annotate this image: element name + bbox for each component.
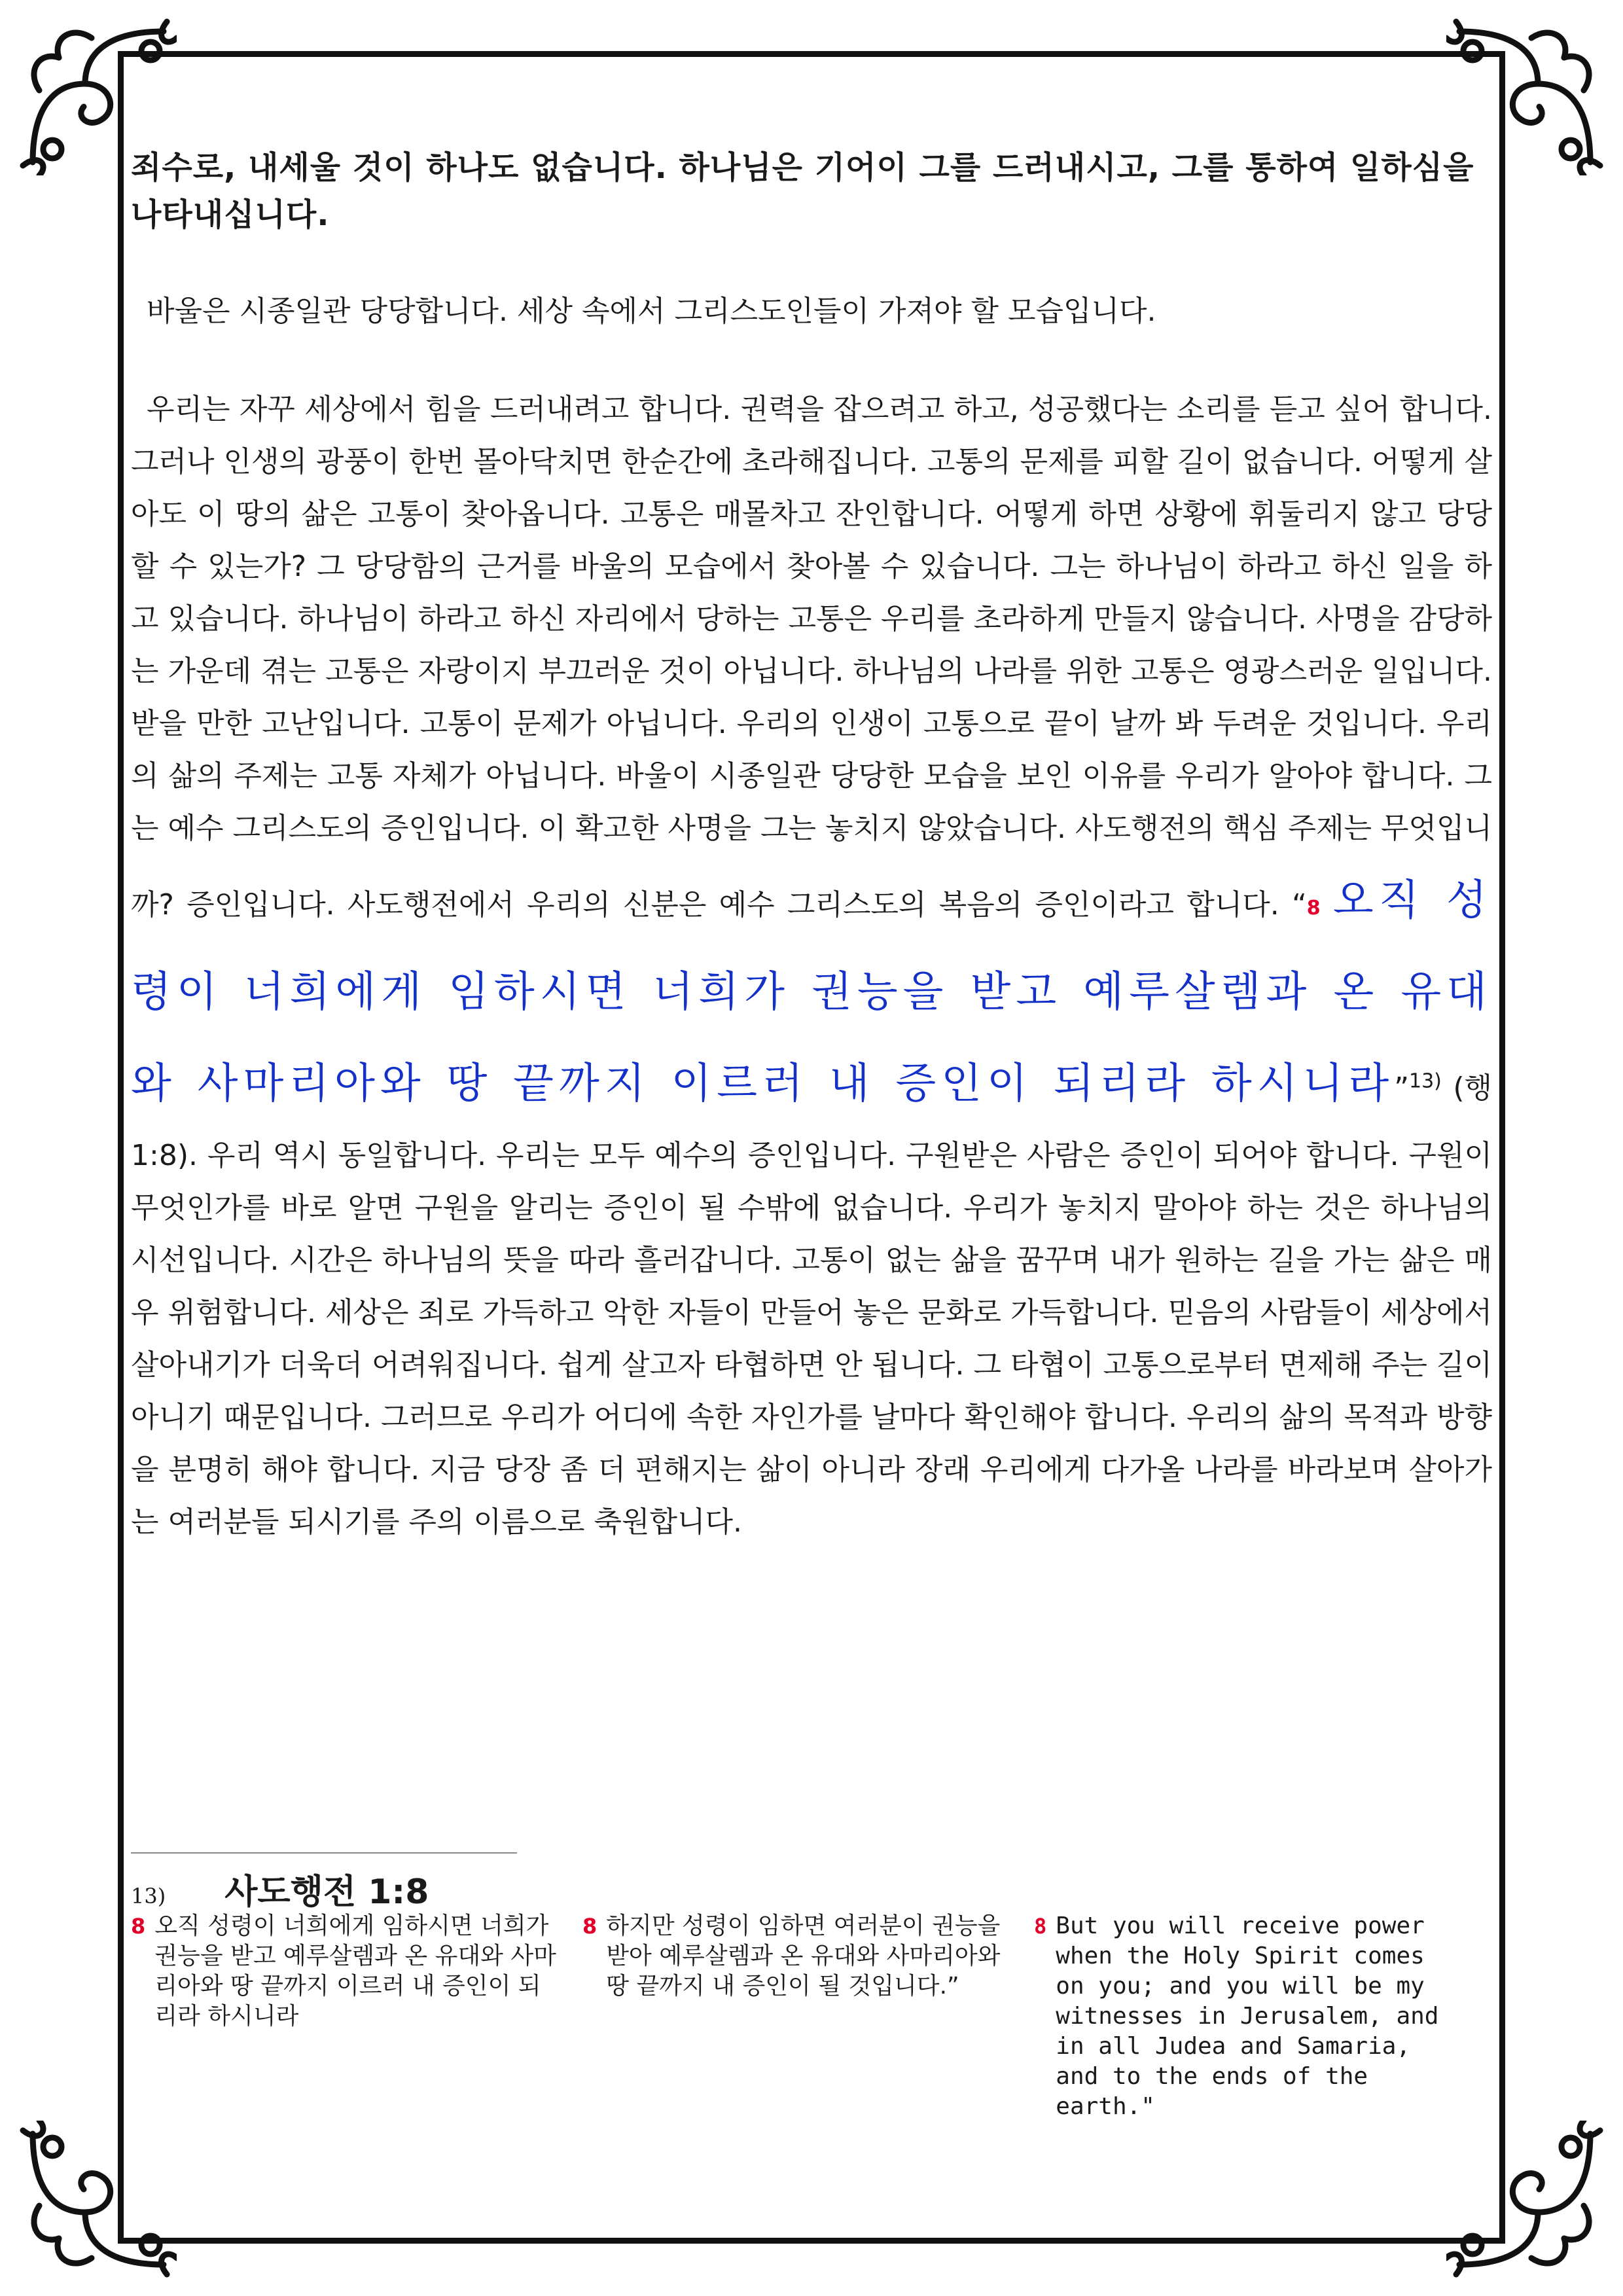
footnote-translations xyxy=(131,1911,1459,2122)
translation-column xyxy=(131,1911,563,2122)
paragraph-text: 우리는 자꾸 세상에서 힘을 드러내려고 합니다. 권력을 잡으려고 하고, 성공했다는 소리를 듣고 싶어 합니다. 그러나 인생의 광풍이 한번 몰아닥치면 한순간에 초라해집니다. 고통의 문제를 피할 길이 없습니다. 어떻게 살아도 이 땅의 삶은 고통이 찾아옵니다. 고통은 매몰차고 잔인합니다. 어떻게 하면 상황에 휘둘리지 않고 당당할 수 있는가? 그 당당함의 근거를 바울의 모습에서 찾아볼 수 있습니다. 그는 하나님이 하라고 하신 일을 하고 있습니다. 하나님이 하라고 하신 자리에서 당하는 고통은 우리를 초라하게 만들지 않습니다. 사명을 감당하는 가운데 겪는 고통은 자랑이지 부끄러운 것이 아닙니다. 하나님의 나라를 위한 고통은 영광스러운 일입니다. 받을 만한 고난입니다. 고통이 문제가 아닙니다. 우리의 인생이 고통으로 끝이 날까 봐 두려운 것입니다. 우리의 삶의 주제는 고통 자체가 아닙니다. 바울이 시종일관 당당한 모습을 보인 이유를 우리가 알아야 합니다. 그는 예수 그리스도의 증인입니다. 이 확고한 사명을 그는 놓치지 않았습니다. 사도행전의 핵심 주제는 무엇입니까? 증인입니다. 사도행전에서 우리의 신분은 예수 그리스도의 복음의 증인이라고 합니다. “ xyxy=(131,393,1492,922)
translation-text: 오직 성령이 너희에게 임하시면 너희가 권능을 받고 예루살렘과 온 유대와 사마리아와 땅 끝까지 이르러 내 증인이 되리라 하시니라 xyxy=(154,1912,556,2030)
verse-number: 8 xyxy=(1306,897,1321,920)
sermon-body xyxy=(131,144,1492,1594)
quote-close: ” xyxy=(1394,1071,1409,1105)
footnote-number: 13) xyxy=(131,1884,166,1909)
footnote-header xyxy=(131,1864,429,1913)
translation-text: But you will receive power when the Holy Spirit comes on you; and you will be my witnesses in Jerusalem, and in all Judea and Samaria, and to the ends of the earth." xyxy=(1056,1912,1439,2120)
corner-ornament-icon xyxy=(13,2121,177,2284)
paragraph-text: 바울은 시종일관 당당합니다. 세상 속에서 그리스도인들이 가져야 할 모습입니다. xyxy=(147,295,1156,328)
verse-number: 8 xyxy=(1034,1914,1047,1939)
corner-ornament-icon xyxy=(1446,2121,1610,2284)
translation-column xyxy=(1034,1911,1453,2122)
footnote-title: 사도행전 1:8 xyxy=(224,1873,429,1912)
paragraph xyxy=(131,285,1492,338)
paragraph xyxy=(131,384,1492,1549)
verse-number: 8 xyxy=(131,1914,146,1939)
verse-number: 8 xyxy=(582,1914,597,1939)
translation-text: 하지만 성령이 임하면 여러분이 권능을 받아 예루살렘과 온 유대와 사마리아와 땅 끝까지 내 증인이 될 것입니다.” xyxy=(606,1912,1001,2000)
paragraph-text: (행1:8). 우리 역시 동일합니다. 우리는 모두 예수의 증인입니다. 구원받은 사람은 증인이 되어야 합니다. 구원이 무엇인가를 바로 알면 구원을 알리는 증인이 될 수밖에 없습니다. 우리가 놓치지 말아야 하는 것은 하나님의 시선입니다. 시간은 하나님의 뜻을 따라 흘러갑니다. 고통이 없는 삶을 꿈꾸며 내가 원하는 길을 가는 삶은 매우 위험합니다. 세상은 죄로 가득하고 악한 자들이 만들어 놓은 문화로 가득합니다. 믿음의 사람들이 세상에서 살아내기가 더욱더 어려워집니다. 쉽게 살고자 타협하면 안 됩니다. 그 타협이 고통으로부터 면제해 주는 길이 아니기 때문입니다. 그러므로 우리가 어디에 속한 자인가를 날마다 확인해야 합니다. 우리의 삶의 목적과 방향을 분명히 해야 합니다. 지금 당장 좀 더 편해지는 삶이 아니라 장래 우리에게 다가올 나라를 바라보며 살아가는 여러분들 되시기를 주의 이름으로 축원합니다. xyxy=(131,1071,1493,1539)
translation-column xyxy=(582,1911,1014,2122)
lead-paragraph: 죄수로, 내세울 것이 하나도 없습니다. 하나님은 기어이 그를 드러내시고, 그를 통하여 일하심을 나타내십니다. xyxy=(131,149,1474,233)
scripture-quote: 오직 성령이 너희에게 임하시면 너희가 권능을 받고 예루살렘과 온 유대와 사마리아와 땅 끝까지 이르러 내 증인이 되리라 하시니라 xyxy=(131,876,1493,1108)
footnote-reference[interactable]: 13) xyxy=(1409,1069,1442,1093)
footnote-divider xyxy=(131,1852,517,1854)
